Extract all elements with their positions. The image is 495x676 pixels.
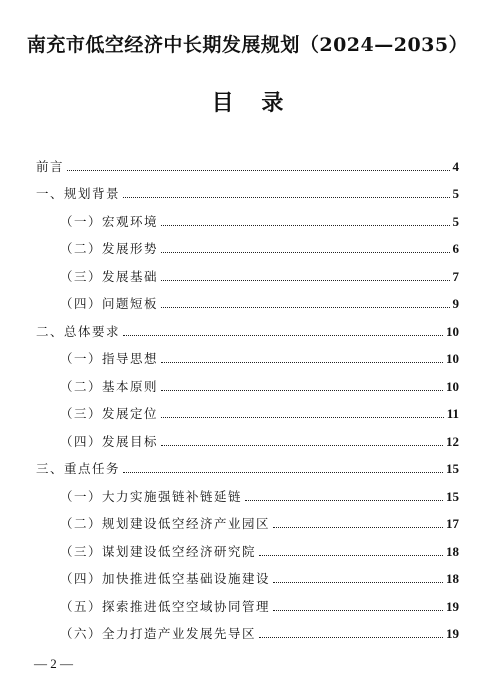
dot-leader [259, 637, 443, 638]
toc-entry-label: （三）发展基础 [60, 268, 159, 284]
toc-entry-label: （二）规划建设低空经济产业园区 [60, 516, 271, 531]
toc-entry[interactable] [36, 175, 459, 203]
toc-entry-label: （四）问题短板 [60, 296, 159, 311]
toc-entry[interactable] [36, 395, 459, 423]
dot-leader [123, 472, 443, 473]
toc-entry-page-number: 11 [446, 406, 459, 421]
dot-leader [161, 225, 449, 226]
toc-entry-page-number: 9 [452, 296, 459, 311]
toc-entry-page-number: 18 [446, 571, 459, 586]
toc-entry[interactable] [36, 312, 459, 340]
toc-entry[interactable] [36, 422, 459, 450]
dot-leader [273, 582, 443, 583]
toc-entry[interactable] [36, 285, 459, 313]
toc-entry-page-number: 19 [446, 598, 459, 614]
toc-entry[interactable] [36, 560, 459, 588]
toc-entry-page-number: 5 [452, 186, 459, 201]
toc-entry[interactable] [36, 340, 459, 368]
toc-entry[interactable] [36, 147, 459, 175]
toc-heading: 目 录 [211, 90, 294, 116]
toc-entry-label: 二、总体要求 [36, 323, 121, 339]
toc-entry-page-number: 5 [452, 213, 459, 229]
toc-entry-page-number: 10 [446, 378, 459, 394]
dot-leader [161, 280, 449, 281]
toc-entry-page-number: 12 [446, 433, 459, 449]
toc-entry-page-number: 15 [446, 488, 459, 504]
toc-entry-label: （一）指导思想 [60, 351, 159, 366]
toc-entry[interactable] [36, 477, 459, 505]
toc-entry[interactable] [36, 532, 459, 560]
table-of-contents [36, 147, 459, 642]
toc-entry[interactable] [36, 505, 459, 533]
document-title: 南充市低空经济中长期发展规划（2024—2035） [26, 34, 469, 56]
dot-leader [161, 362, 443, 363]
toc-entry-label: （五）探索推进低空空域协同管理 [60, 598, 271, 614]
toc-entry-page-number: 6 [452, 241, 459, 256]
toc-entry[interactable] [36, 587, 459, 615]
dot-leader [161, 307, 449, 308]
toc-entry[interactable] [36, 615, 459, 643]
toc-entry[interactable] [36, 230, 459, 258]
toc-entry-label: 前言 [36, 158, 65, 174]
dot-leader [161, 417, 444, 418]
dot-leader [123, 335, 443, 336]
toc-entry[interactable] [36, 367, 459, 395]
toc-entry-label: （二）发展形势 [60, 241, 159, 256]
toc-entry-label: （三）发展定位 [60, 406, 159, 421]
dot-leader [161, 445, 443, 446]
toc-entry-label: （二）基本原则 [60, 378, 159, 394]
toc-entry-label: （四）加快推进低空基础设施建设 [60, 571, 271, 586]
dot-leader [273, 527, 443, 528]
toc-entry-label: 三、重点任务 [36, 461, 121, 476]
toc-entry-page-number: 4 [452, 158, 459, 174]
toc-entry-label: （四）发展目标 [60, 433, 159, 449]
toc-entry[interactable] [36, 257, 459, 285]
toc-entry-label: （三）谋划建设低空经济研究院 [60, 543, 257, 559]
dot-leader [123, 197, 449, 198]
toc-entry-page-number: 15 [446, 461, 459, 476]
toc-entry-label: 一、规划背景 [36, 186, 121, 201]
toc-entry-label: （六）全力打造产业发展先导区 [60, 626, 257, 641]
toc-entry-page-number: 18 [446, 543, 459, 559]
toc-entry-label: （一）大力实施强链补链延链 [60, 488, 243, 504]
page-number-footer: — 2 — [34, 656, 73, 671]
toc-entry-page-number: 19 [446, 626, 459, 641]
toc-entry-label: （一）宏观环境 [60, 213, 159, 229]
dot-leader [259, 555, 443, 556]
dot-leader [67, 170, 449, 171]
dot-leader [161, 390, 443, 391]
toc-entry-page-number: 10 [446, 323, 459, 339]
dot-leader [161, 252, 449, 253]
dot-leader [245, 500, 443, 501]
toc-entry[interactable] [36, 202, 459, 230]
toc-entry-page-number: 10 [446, 351, 459, 366]
toc-entry-page-number: 17 [446, 516, 459, 531]
toc-entry[interactable] [36, 450, 459, 478]
toc-entry-page-number: 7 [452, 268, 459, 284]
dot-leader [273, 610, 443, 611]
